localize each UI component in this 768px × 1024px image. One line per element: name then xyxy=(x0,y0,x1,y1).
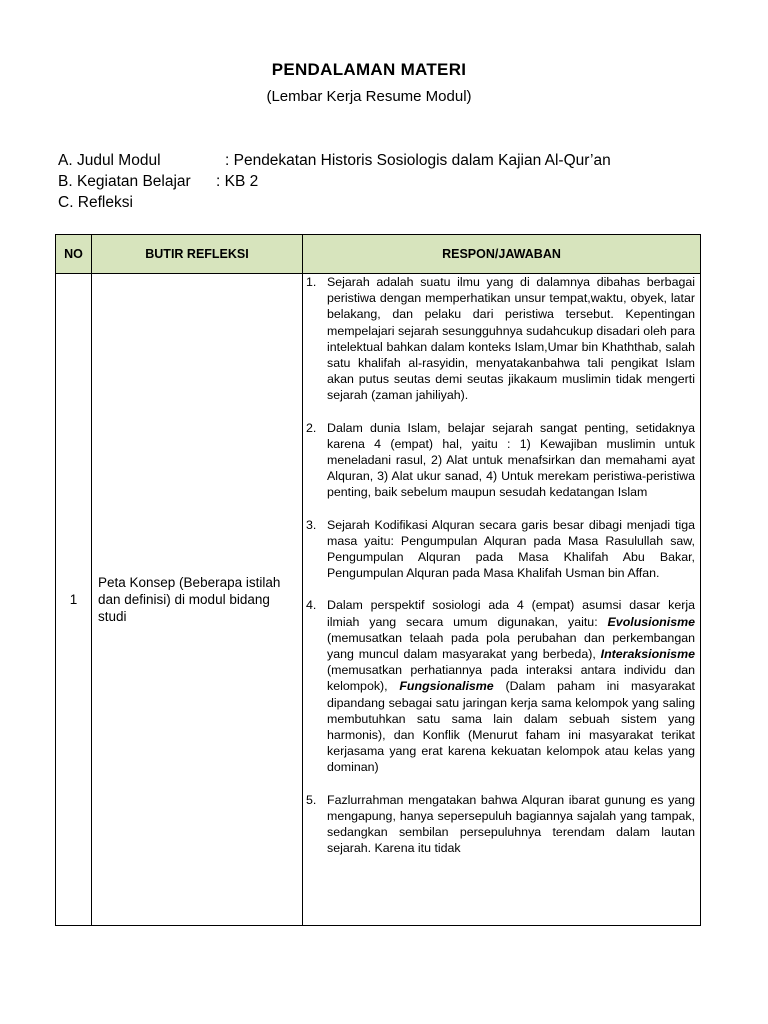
term-fungsionalisme: Fungsionalisme xyxy=(399,679,494,694)
module-meta xyxy=(58,150,611,213)
header-butir-refleksi: BUTIR REFLEKSI xyxy=(92,235,303,274)
item-text: Dalam dunia Islam, belajar sejarah sangat penting, setidaknya karena 4 (empat) hal, yaitu : 1) Kewajiban muslimin untuk meneladani rasul, 2) Alat untuk menafsirkan dan memahami ayat Alquran, 3) Alat ukur sanad, 4) Untuk merekam peristiwa-peristiwa penting, baik sebelum maupun sesudah kedatangan Islam xyxy=(327,420,695,500)
judul-label: A. Judul Modul xyxy=(58,152,161,169)
item-text xyxy=(327,597,695,775)
reflection-table xyxy=(55,234,701,926)
refleksi-label: C. Refleksi xyxy=(58,194,133,211)
response-item xyxy=(306,792,695,856)
item-number: 5. xyxy=(306,792,317,807)
item-text-part: Dalam perspektif sosiologi ada 4 (empat) asumsi dasar kerja ilmiah yang secara umum digunakan, yaitu: xyxy=(327,598,695,629)
kegiatan-label: B. Kegiatan Belajar xyxy=(58,173,191,190)
item-number: 3. xyxy=(306,517,317,532)
meta-kegiatan-row xyxy=(58,171,611,192)
term-evolusionisme: Evolusionisme xyxy=(607,614,695,629)
term-interaksionisme: Interaksionisme xyxy=(600,647,695,662)
item-text-part: (Dalam paham ini masyarakat dipandang sebagai satu jaringan kerja sama kelompok yang saling membutuhkan satu sama lain dalam sebuah sistem yang harmonis), dan Konflik (Menurut faham ini masyarakat terikat kerjasama yang erat karena kekuatan kelompok atau kelas yang dominan) xyxy=(327,679,695,775)
meta-refleksi-row xyxy=(58,192,611,213)
kegiatan-value: : KB 2 xyxy=(216,173,259,190)
response-item xyxy=(306,597,695,775)
item-number: 4. xyxy=(306,598,317,613)
table-header-row xyxy=(56,235,701,274)
row-response xyxy=(303,274,701,926)
item-number: 2. xyxy=(306,420,317,435)
item-text-part: (memusatkan perhatiannya pada interaksi antara individu dan kelompok), xyxy=(327,663,695,694)
row-butir: Peta Konsep (Beberapa istilah dan definisi) di modul bidang studi xyxy=(92,274,303,926)
item-number: 1. xyxy=(306,275,317,289)
header-respon-jawaban: RESPON/JAWABAN xyxy=(303,235,701,274)
header-no: NO xyxy=(56,235,92,274)
response-item xyxy=(306,274,695,404)
page-title: PENDALAMAN MATERI xyxy=(271,60,467,79)
item-text: Fazlurrahman mengatakan bahwa Alquran ibarat gunung es yang mengapung, hanya sepersepuluh bagiannya sajalah yang tampak, sedangkan sembilan persepuluhnya terendam dalam lautan sejarah. Karena itu tidak xyxy=(327,792,695,856)
row-number: 1 xyxy=(56,274,92,926)
meta-judul-row xyxy=(58,150,611,171)
item-text-part: (memusatkan telaah pada pola perubahan dan perkembangan yang muncul dalam masyarakat yang berbeda), xyxy=(327,630,695,662)
response-item xyxy=(306,420,695,501)
page-subtitle: (Lembar Kerja Resume Modul) xyxy=(266,88,472,105)
item-text: Sejarah adalah suatu ilmu yang di dalamnya dibahas berbagai peristiwa dengan memperhatikan unsur tempat,waktu, obyek, latar belakang, dan pelaku dari peristiwa tersebut. Kepentingan mempelajari sejarah sesungguhnya sudahcukup disadari oleh para intelektual bahkan dalam konteks Islam,Umar bin Khaththab, salah satu khalifah al-rasyidin, menyatakanbahwa tali pengikat Islam akan putus seutas demi seutas jikakaum muslimin tidak mengerti sejarah (zaman jahiliyah). xyxy=(327,275,695,403)
item-text: Sejarah Kodifikasi Alquran secara garis besar dibagi menjadi tiga masa yaitu: Pengumpulan Alquran pada Masa Rasulullah saw, Pengumpulan Alquran pada Masa Khalifah Abu Bakar, Pengumpulan Alquran pada Masa Khalifah Usman bin Affan. xyxy=(327,517,695,581)
response-item xyxy=(306,517,695,582)
table-row xyxy=(56,274,701,926)
judul-value: : Pendekatan Historis Sosiologis dalam Kajian Al-Qur’an xyxy=(225,152,611,169)
